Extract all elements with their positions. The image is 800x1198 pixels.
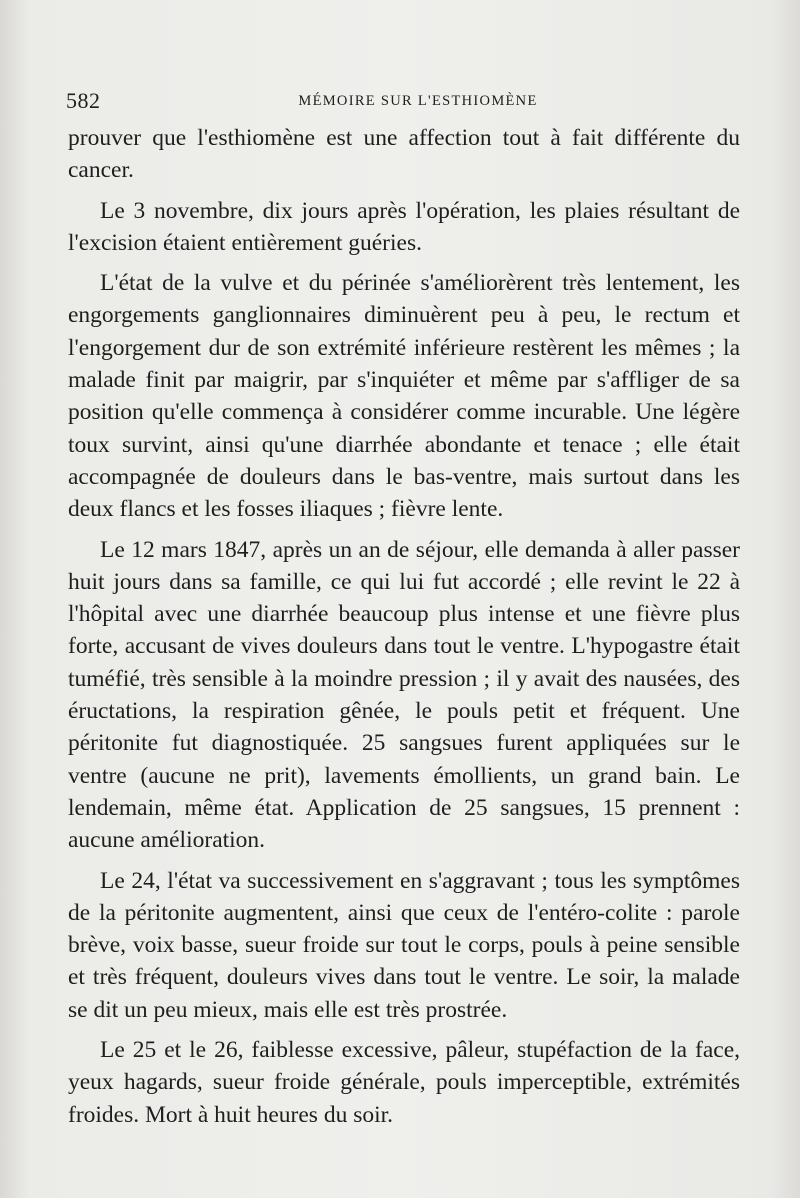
- paragraph: Le 3 novembre, dix jours après l'opération, les plaies résultant de l'excision étaient entièrement guéries.: [68, 197, 740, 256]
- page-number: 582: [66, 88, 101, 113]
- paragraph: Le 25 et le 26, faiblesse excessive, pâleur, stupéfaction de la face, yeux hagards, sueur froide générale, pouls imperceptible, extrémités froides. Mort à huit heures du soir.: [68, 1037, 740, 1128]
- body-text: [68, 122, 740, 1139]
- paragraph: L'état de la vulve et du périnée s'améliorèrent très lentement, les engorgements ganglionnaires diminuèrent peu à peu, le rectum et l'engorgement dur de son extrémité inférieure restèrent les mêmes ; la malade finit par maigrir, par s'inquiéter et même par s'affliger de sa position qu'elle commença à considérer comme incurable. Une légère toux survint, ainsi qu'une diarrhée abondante et tenace ; elle était accompagnée de douleurs dans le bas-ventre, mais surtout dans les deux flancs et les fosses iliaques ; fièvre lente.: [68, 270, 740, 523]
- running-title: MÉMOIRE SUR L'ESTHIOMÈNE: [298, 93, 538, 109]
- page-header: [66, 88, 740, 114]
- paragraph: Le 12 mars 1847, après un an de séjour, elle demanda à aller passer huit jours dans sa famille, ce qui lui fut accordé ; elle revint le 22 à l'hôpital avec une diarrhée beaucoup plus intense et une fièvre plus forte, accusant de vives douleurs dans tout le ventre. L'hypogastre était tuméfié, très sensible à la moindre pression ; il y avait des nausées, des éructations, la respiration gênée, le pouls petit et fréquent. Une péritonite fut diagnostiquée. 25 sangsues furent appliquées sur le ventre (aucune ne prit), lavements émollients, un grand bain. Le lendemain, même état. Application de 25 sangsues, 15 prennent : aucune amélioration.: [68, 536, 740, 854]
- paragraph: Le 24, l'état va successivement en s'aggravant ; tous les symptômes de la péritonite augmentent, ainsi que ceux de l'entéro-colite : parole brève, voix basse, sueur froide sur tout le corps, pouls à peine sensible et très fréquent, douleurs vives dans tout le ventre. Le soir, la malade se dit un peu mieux, mais elle est très prostrée.: [68, 867, 740, 1023]
- paragraph-continuation: prouver que l'esthiomène est une affection tout à fait différente du cancer.: [68, 125, 740, 184]
